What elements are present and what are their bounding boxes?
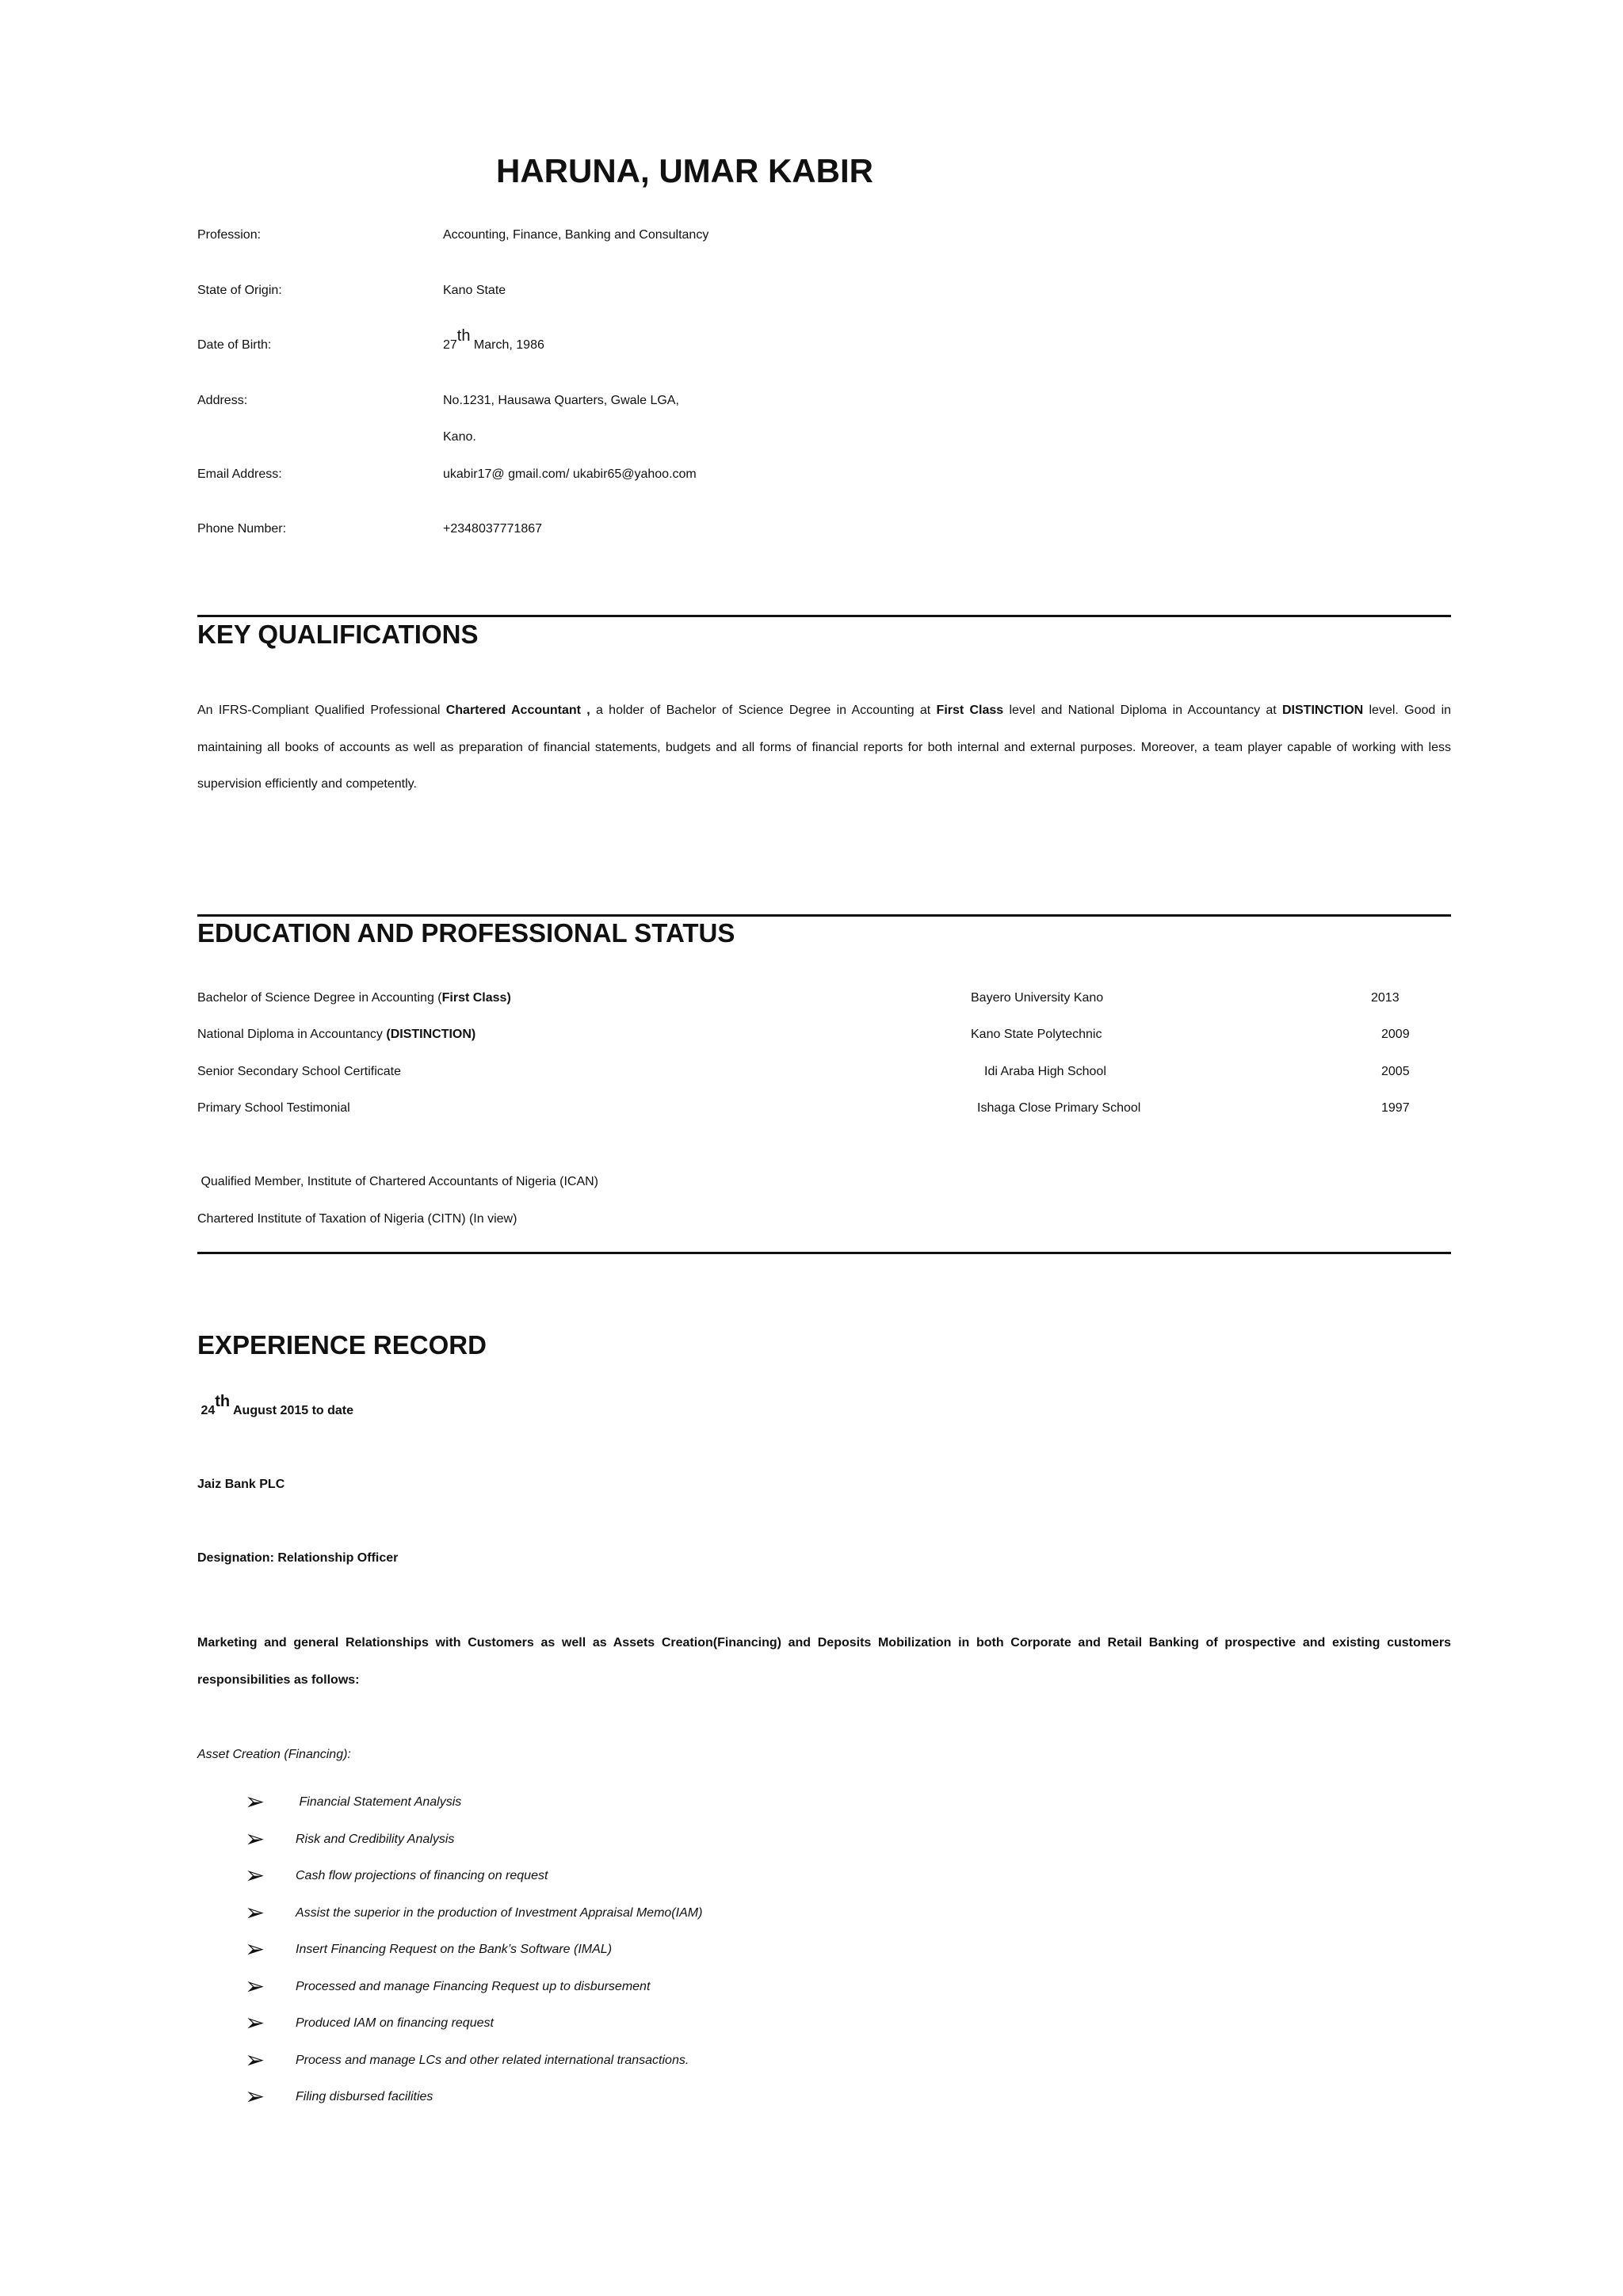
personal-value: 27th March, 1986 bbox=[443, 326, 544, 352]
education-row bbox=[197, 1101, 1451, 1138]
arrow-bullet-icon: ➢ bbox=[245, 2009, 265, 2037]
list-item: ➢ Produced IAM on financing request bbox=[245, 2005, 702, 2042]
experience-employer: Jaiz Bank PLC bbox=[197, 1478, 285, 1491]
education-qualification: Bachelor of Science Degree in Accounting (First Class) bbox=[197, 991, 511, 1005]
personal-value: Kano State bbox=[443, 284, 506, 297]
experience-date: 24th August 2015 to date bbox=[197, 1392, 354, 1417]
section-divider bbox=[197, 914, 1451, 917]
arrow-bullet-icon: ➢ bbox=[245, 1936, 265, 1963]
arrow-bullet-icon: ➢ bbox=[245, 2083, 265, 2111]
arrow-bullet-icon: ➢ bbox=[245, 1898, 265, 1927]
list-item: ➢ Filing disbursed facilities bbox=[245, 2079, 702, 2116]
personal-value: +2348037771867 bbox=[443, 522, 543, 536]
experience-summary: Marketing and general Relationships with Customers as well as Assets Creation(Financing) and Deposits Mobilization in both Corporate and Retail Banking of prospective and existing customers responsibilities as follows: bbox=[197, 1636, 1451, 1687]
arrow-bullet-icon: ➢ bbox=[245, 1862, 265, 1890]
list-item: ➢ Insert Financing Request on the Bank’s Software (IMAL) bbox=[245, 1932, 702, 1969]
section-divider bbox=[197, 615, 1451, 617]
list-item: ➢ Process and manage LCs and other related international transactions. bbox=[245, 2042, 702, 2080]
list-item: ➢ Processed and manage Financing Request up to disbursement bbox=[245, 1969, 702, 2006]
education-institution: Ishaga Close Primary School bbox=[977, 1101, 1141, 1115]
personal-value: No.1231, Hausawa Quarters, Gwale LGA, bbox=[443, 394, 679, 407]
education-year: 1997 bbox=[1381, 1101, 1410, 1115]
experience-designation: Designation: Relationship Officer bbox=[197, 1551, 399, 1565]
personal-label: Address: bbox=[197, 394, 248, 407]
personal-value: Kano. bbox=[443, 430, 476, 444]
arrow-bullet-icon: ➢ bbox=[245, 1972, 265, 2000]
education-row bbox=[197, 1028, 1451, 1064]
list-item: ➢ Risk and Credibility Analysis bbox=[245, 1821, 702, 1859]
key-qualifications-heading: KEY QUALIFICATIONS bbox=[197, 620, 479, 649]
education-qualification: National Diploma in Accountancy (DISTINCTION) bbox=[197, 1028, 476, 1041]
membership-citn: Chartered Institute of Taxation of Nigeria (CITN) (In view) bbox=[197, 1212, 517, 1226]
key-qualifications-paragraph: An IFRS-Compliant Qualified Professional Chartered Accountant , a holder of Bachelor of Science Degree in Accounting at First Class level and National Diploma in Accountancy at DISTINCTION level. Good in maintaining all books of accounts as well as preparation of financial statements, budgets and all forms of financial reports for both internal and external purposes. Moreover, a team player capable of working with less supervision efficiently and competently. bbox=[197, 704, 1452, 791]
personal-label: State of Origin: bbox=[197, 284, 282, 297]
section-divider bbox=[197, 1252, 1451, 1254]
personal-label: Email Address: bbox=[197, 467, 282, 481]
list-item: ➢ Financial Statement Analysis bbox=[245, 1784, 702, 1821]
experience-heading: EXPERIENCE RECORD bbox=[197, 1330, 487, 1360]
education-institution: Kano State Polytechnic bbox=[971, 1028, 1102, 1041]
arrow-bullet-icon: ➢ bbox=[245, 2046, 265, 2074]
education-year: 2013 bbox=[1371, 991, 1400, 1005]
membership-ican: Qualified Member, Institute of Chartered Accountants of Nigeria (ICAN) bbox=[197, 1175, 599, 1188]
arrow-bullet-icon: ➢ bbox=[245, 1788, 265, 1816]
personal-value: Accounting, Finance, Banking and Consultancy bbox=[443, 228, 709, 242]
list-item: ➢ Cash flow projections of financing on request bbox=[245, 1858, 702, 1895]
list-item: ➢ Assist the superior in the production of Investment Appraisal Memo(IAM) bbox=[245, 1895, 702, 1932]
education-heading: EDUCATION AND PROFESSIONAL STATUS bbox=[197, 918, 735, 948]
education-qualification: Senior Secondary School Certificate bbox=[197, 1065, 402, 1078]
education-row bbox=[197, 1065, 1451, 1101]
education-year: 2005 bbox=[1381, 1065, 1410, 1078]
personal-label: Date of Birth: bbox=[197, 338, 272, 352]
personal-label: Phone Number: bbox=[197, 522, 287, 536]
asset-creation-subheading: Asset Creation (Financing): bbox=[197, 1748, 351, 1761]
responsibilities-list bbox=[245, 1784, 702, 2116]
education-year: 2009 bbox=[1381, 1028, 1410, 1041]
education-row bbox=[197, 991, 1451, 1028]
education-institution: Idi Araba High School bbox=[984, 1065, 1106, 1078]
candidate-name: HARUNA, UMAR KABIR bbox=[496, 152, 873, 189]
education-institution: Bayero University Kano bbox=[971, 991, 1104, 1005]
arrow-bullet-icon: ➢ bbox=[245, 1825, 265, 1853]
personal-value: ukabir17@ gmail.com/ ukabir65@yahoo.com bbox=[443, 467, 697, 481]
education-qualification: Primary School Testimonial bbox=[197, 1101, 350, 1115]
personal-label: Profession: bbox=[197, 228, 262, 242]
